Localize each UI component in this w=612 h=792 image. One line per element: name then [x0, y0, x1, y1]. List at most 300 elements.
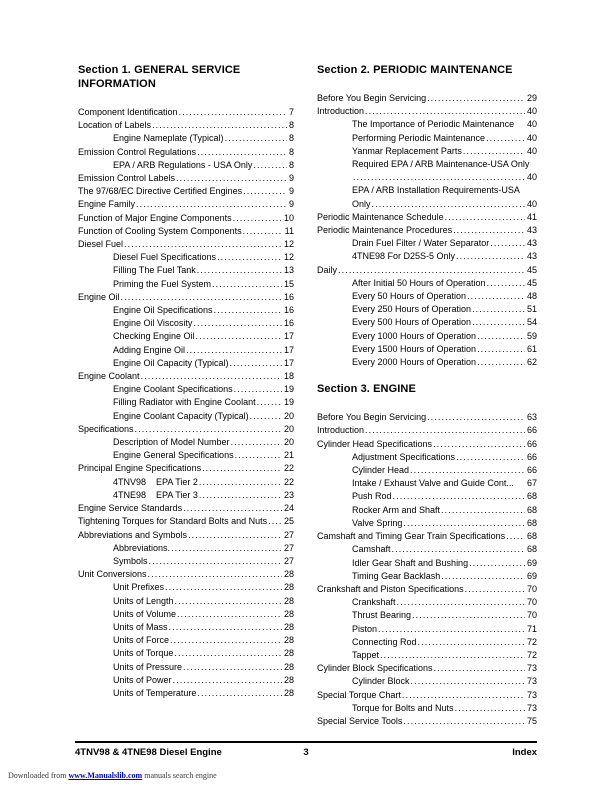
dot-leader — [441, 570, 525, 583]
toc-entry-page: 68 — [526, 491, 537, 502]
toc-entry — [78, 581, 294, 594]
dot-leader — [472, 316, 525, 329]
toc-entry — [78, 423, 294, 436]
toc-entry-page: 72 — [526, 636, 537, 647]
toc-entry-page: 28 — [283, 608, 294, 619]
toc-entry-title: Units of Mass — [113, 621, 168, 632]
dot-leader — [235, 449, 282, 462]
toc-entry-page: 71 — [526, 623, 537, 634]
toc-entry-title: Yanmar Replacement Parts — [352, 145, 462, 156]
dot-leader — [268, 515, 282, 528]
toc-entry — [78, 568, 294, 581]
toc-entry-page: 16 — [283, 291, 294, 302]
toc-entry-page: 19 — [283, 384, 294, 395]
toc-entry — [78, 278, 294, 291]
toc-entry-title: Engine Family — [78, 199, 136, 210]
dot-leader — [152, 119, 287, 132]
toc-section-block — [317, 63, 537, 369]
toc-entry-page: 27 — [283, 555, 294, 566]
toc-entry-page: 67 — [526, 478, 537, 489]
toc-entry-page: 73 — [526, 689, 537, 700]
toc-entry-page: 29 — [526, 93, 537, 103]
toc-entry-page: 66 — [526, 451, 537, 462]
toc-entry-page: 40 — [526, 172, 537, 183]
dot-leader — [456, 250, 525, 263]
toc-entry-title: Engine Coolant Specifications — [113, 384, 233, 395]
toc-column-left — [78, 63, 294, 728]
dot-leader — [214, 304, 282, 317]
toc-entry-page: 23 — [283, 489, 294, 500]
manualslib-link[interactable]: www.Manualslib.com — [68, 771, 143, 780]
toc-entry-title: Special Torque Chart — [317, 689, 401, 700]
toc-entry-title: Crankshaft and Piston Specifications — [317, 583, 464, 594]
toc-entry — [78, 410, 294, 423]
toc-entry-page: 17 — [283, 331, 294, 342]
dot-leader — [427, 92, 525, 105]
toc-entry-title: Every 500 Hours of Operation — [352, 317, 472, 328]
dot-leader — [234, 383, 282, 396]
toc-entry-title: Thrust Bearing — [352, 610, 412, 621]
dot-leader — [410, 464, 525, 477]
dot-leader — [196, 330, 282, 343]
toc-entry-title: Connecting Rod — [352, 636, 417, 647]
toc-content — [78, 63, 537, 728]
toc-entry — [317, 132, 537, 145]
dot-leader — [199, 489, 282, 502]
toc-entry — [78, 238, 294, 251]
toc-entry-title: 4TNE98 For D25S-5 Only — [352, 251, 456, 262]
toc-entry-title: Timing Gear Backlash — [352, 570, 441, 581]
toc-entry — [78, 674, 294, 687]
dot-leader — [183, 502, 282, 515]
toc-entry-page: 28 — [283, 687, 294, 698]
toc-entry — [317, 277, 537, 290]
toc-entry-page: 28 — [283, 595, 294, 606]
toc-entry-title: Engine Oil — [78, 291, 120, 302]
toc-entry-page: 13 — [283, 265, 294, 276]
dot-leader — [455, 702, 525, 715]
section-heading: Section 3. ENGINE — [317, 383, 416, 396]
toc-entry — [317, 171, 537, 184]
toc-entry-title: Cylinder Block Specifications — [317, 663, 433, 674]
toc-entry-title: The 97/68/EC Directive Certified Engines — [78, 186, 243, 197]
toc-entry-title: Introduction — [317, 425, 365, 436]
toc-entry-title: Tappet — [352, 649, 380, 660]
toc-entry — [317, 464, 537, 477]
toc-entry-title: Units of Force — [113, 635, 170, 646]
dot-leader — [171, 542, 282, 555]
toc-entry — [317, 689, 537, 702]
toc-entry — [317, 316, 537, 329]
toc-entry — [317, 715, 537, 728]
toc-entry — [317, 343, 537, 356]
toc-entry-page: 43 — [526, 251, 537, 262]
dot-leader — [243, 185, 287, 198]
page-footer — [75, 741, 537, 758]
toc-entry-page: 18 — [283, 371, 294, 382]
toc-entry — [317, 264, 537, 277]
toc-entry-title: Periodic Maintenance Procedures — [317, 225, 453, 236]
dot-leader — [411, 675, 525, 688]
toc-entry — [78, 489, 294, 502]
toc-entry — [78, 661, 294, 674]
toc-column-right — [317, 63, 537, 728]
toc-entry-page: 41 — [526, 211, 537, 222]
toc-entry-title: 4TNE98 EPA Tier 3 — [113, 489, 198, 500]
dot-leader — [135, 423, 282, 436]
dot-leader — [433, 438, 525, 451]
toc-entry-title: Filling The Fuel Tank — [113, 265, 196, 276]
dot-leader — [199, 476, 282, 489]
footer-page-number: 3 — [303, 747, 309, 758]
toc-entry-title: Symbols — [113, 555, 148, 566]
toc-entry-page: 40 — [526, 132, 537, 143]
dot-leader — [177, 608, 282, 621]
toc-entry — [317, 184, 537, 197]
toc-entry-title: Cylinder Head Specifications — [317, 438, 433, 449]
dot-leader — [418, 636, 525, 649]
toc-entry-title: Every 1000 Hours of Operation — [352, 330, 477, 341]
toc-entry-title: Piston — [352, 623, 378, 634]
toc-entry — [78, 542, 294, 555]
dot-leader — [412, 609, 525, 622]
toc-entry-page: 19 — [283, 397, 294, 408]
toc-entry-title: Torque for Bolts and Nuts — [352, 702, 454, 713]
toc-entry-page: 69 — [526, 557, 537, 568]
toc-entry — [78, 436, 294, 449]
dot-leader — [176, 172, 287, 185]
toc-entry-page: 17 — [283, 357, 294, 368]
dot-leader — [148, 568, 282, 581]
toc-entry — [78, 119, 294, 132]
toc-entry-page: 45 — [526, 264, 537, 275]
dot-leader — [338, 264, 525, 277]
toc-entry-title: Special Service Tools — [317, 715, 403, 726]
toc-entry-page: 21 — [283, 450, 294, 461]
dot-leader — [477, 356, 525, 369]
toc-entry — [317, 356, 537, 369]
toc-entry-page: 17 — [283, 344, 294, 355]
toc-entry — [317, 158, 537, 171]
toc-entry-title: Engine Oil Capacity (Typical) — [113, 357, 229, 368]
toc-entry-page: 12 — [283, 252, 294, 263]
dot-leader — [212, 278, 282, 291]
toc-entry — [317, 411, 537, 424]
toc-entry-title: Periodic Maintenance Schedule — [317, 211, 444, 222]
toc-entry-title: Unit Prefixes — [113, 582, 165, 593]
toc-entry-title: Idler Gear Shaft and Bushing — [352, 557, 469, 568]
dot-leader — [445, 211, 525, 224]
toc-entry-page: 27 — [283, 529, 294, 540]
toc-entry-title: Units of Torque — [113, 648, 174, 659]
toc-entry-title: Every 50 Hours of Operation — [352, 291, 467, 302]
dot-leader — [183, 661, 282, 674]
toc-entry — [317, 477, 537, 490]
section-heading: Section 2. PERIODIC MAINTENANCE — [317, 64, 513, 76]
dot-leader — [469, 557, 525, 570]
toc-entry-title: Units of Length — [113, 595, 174, 606]
toc-entry-page: 20 — [283, 410, 294, 421]
toc-entry — [78, 106, 294, 119]
toc-entry — [78, 595, 294, 608]
toc-entry — [317, 557, 537, 570]
watermark-prefix: Downloaded from — [8, 771, 69, 780]
toc-entry-page: 66 — [526, 465, 537, 476]
toc-entry-title: Specifications — [78, 423, 134, 434]
toc-entry — [78, 370, 294, 383]
toc-entry — [317, 303, 537, 316]
toc-entry — [317, 570, 537, 583]
toc-entry-title: Function of Major Engine Components — [78, 212, 232, 223]
toc-entry-page: 15 — [283, 278, 294, 289]
dot-leader — [365, 424, 525, 437]
toc-entry-title: Engine Nameplate (Typical) — [113, 133, 224, 144]
toc-entry-title: Cylinder Block — [352, 676, 410, 687]
toc-entry — [78, 529, 294, 542]
toc-entry-page: 28 — [283, 582, 294, 593]
toc-entry — [78, 502, 294, 515]
toc-entry — [78, 212, 294, 225]
toc-entry-title: Camshaft and Timing Gear Train Specifications — [317, 531, 506, 542]
dot-leader — [124, 238, 282, 251]
dot-leader — [472, 303, 525, 316]
toc-entry — [317, 118, 537, 131]
toc-entry — [78, 344, 294, 357]
toc-entry-title: The Importance of Periodic Maintenance — [352, 119, 515, 130]
toc-entry-title: Before You Begin Servicing — [317, 412, 427, 423]
toc-entry-page: 28 — [283, 674, 294, 685]
toc-entry — [317, 596, 537, 609]
toc-entry — [78, 330, 294, 343]
dot-leader — [393, 490, 525, 503]
toc-entry-page: 66 — [526, 425, 537, 436]
toc-entry — [78, 396, 294, 409]
toc-entry-title: Units of Temperature — [113, 687, 197, 698]
toc-entry — [317, 543, 537, 556]
toc-entry-title: Tightening Torques for Standard Bolts and Nuts — [78, 516, 268, 527]
toc-entry-title: Introduction — [317, 106, 365, 117]
toc-entry — [317, 105, 537, 118]
toc-entry-title: Intake / Exhaust Valve and Guide Cont... — [352, 478, 514, 489]
toc-entry-page: 27 — [283, 542, 294, 553]
dot-leader — [441, 504, 525, 517]
dot-leader — [477, 330, 525, 343]
toc-entry-page: 28 — [283, 648, 294, 659]
toc-entry — [78, 383, 294, 396]
toc-entry-title: Component Identification — [78, 107, 178, 117]
toc-entry — [317, 290, 537, 303]
toc-entry-page: 63 — [526, 412, 537, 423]
toc-entry-title: Unit Conversions — [78, 569, 147, 580]
toc-entry-title: After Initial 50 Hours of Operation — [352, 277, 486, 288]
dot-leader — [174, 647, 282, 660]
toc-section-block — [78, 63, 294, 700]
toc-entry-page: 7 — [288, 107, 294, 117]
toc-entry — [317, 662, 537, 675]
toc-entry-title: Daily — [317, 264, 338, 275]
toc-entry — [78, 185, 294, 198]
dot-leader — [173, 674, 282, 687]
toc-entry-page: 25 — [283, 516, 294, 527]
dot-leader — [427, 411, 525, 424]
toc-entry-page: 9 — [288, 173, 294, 184]
toc-entry-title: Emission Control Labels — [78, 173, 176, 184]
toc-entry — [78, 634, 294, 647]
toc-entry — [78, 317, 294, 330]
toc-entry-title: Function of Cooling System Components — [78, 225, 242, 236]
toc-entry-title: Every 2000 Hours of Operation — [352, 357, 477, 368]
toc-entry-page: 43 — [526, 238, 537, 249]
dot-leader — [217, 251, 282, 264]
dot-leader — [403, 517, 525, 530]
toc-entry-page: 62 — [526, 357, 537, 368]
toc-entry-page: 48 — [526, 291, 537, 302]
dot-leader — [169, 621, 282, 634]
toc-entry-page: 9 — [288, 186, 294, 197]
toc-entry — [317, 424, 537, 437]
toc-entry-title: EPA / ARB Regulations - USA Only — [113, 159, 253, 170]
toc-entry-title: Camshaft — [352, 544, 391, 555]
dot-leader — [365, 105, 525, 118]
toc-entry-page: 22 — [283, 463, 294, 474]
dot-leader — [392, 543, 525, 556]
toc-entry-page: 66 — [526, 438, 537, 449]
toc-entry-title: Engine Oil Viscosity — [113, 318, 193, 329]
toc-entry-title: Units of Power — [113, 674, 172, 685]
dot-leader — [225, 132, 287, 145]
toc-entry-page: 8 — [288, 146, 294, 157]
toc-entry-page: 54 — [526, 317, 537, 328]
toc-entry-page: 45 — [526, 277, 537, 288]
footer-document-title: 4TNV98 & 4TNE98 Diesel Engine — [75, 747, 222, 758]
toc-entry-page: 12 — [283, 239, 294, 250]
toc-entry — [317, 198, 537, 211]
toc-entry-page: 8 — [288, 120, 294, 131]
dot-leader — [202, 462, 282, 475]
toc-entry — [317, 145, 537, 158]
toc-entry-title: 4TNV98 EPA Tier 2 — [113, 476, 198, 487]
footer-index-label: Index — [512, 747, 538, 758]
toc-entry — [317, 250, 537, 263]
toc-entry-page: 8 — [288, 159, 294, 170]
dot-leader — [506, 530, 525, 543]
toc-entry — [78, 251, 294, 264]
dot-leader — [136, 198, 287, 211]
toc-entry — [78, 687, 294, 700]
toc-entry-title: Before You Begin Servicing — [317, 93, 427, 103]
toc-entry-page: 69 — [526, 570, 537, 581]
toc-entry-title: Engine Coolant — [78, 371, 140, 382]
dot-leader — [477, 343, 525, 356]
dot-leader — [253, 159, 287, 172]
toc-entry-title: Every 1500 Hours of Operation — [352, 343, 477, 354]
toc-entry-list — [78, 106, 294, 700]
toc-entry-page: 73 — [526, 676, 537, 687]
toc-entry-title: Only — [352, 198, 371, 209]
dot-leader — [402, 689, 525, 702]
toc-entry-title: Emission Control Regulations — [78, 146, 197, 157]
toc-entry — [317, 609, 537, 622]
toc-entry — [78, 357, 294, 370]
toc-entry — [317, 438, 537, 451]
toc-entry-title: Units of Volume — [113, 608, 177, 619]
dot-leader — [179, 106, 287, 119]
toc-entry — [78, 291, 294, 304]
toc-entry-page: 70 — [526, 597, 537, 608]
dot-leader — [149, 555, 282, 568]
watermark-suffix: manuals search engine — [142, 771, 217, 780]
toc-entry-title: Filling Radiator with Engine Coolant — [113, 397, 256, 408]
dot-leader — [193, 317, 282, 330]
toc-entry-page: 70 — [526, 610, 537, 621]
toc-entry-page: 68 — [526, 544, 537, 555]
toc-entry-page: 40 — [526, 119, 537, 130]
dot-leader — [197, 146, 287, 159]
dot-leader — [372, 198, 525, 211]
toc-entry-page: 16 — [283, 318, 294, 329]
toc-entry-title: Adding Engine Oil — [113, 344, 186, 355]
toc-entry-title: Priming the Fuel System — [113, 278, 212, 289]
toc-entry-page: 20 — [283, 423, 294, 434]
toc-entry — [317, 224, 537, 237]
toc-entry-page: 68 — [526, 531, 537, 542]
toc-entry — [78, 476, 294, 489]
toc-entry — [78, 198, 294, 211]
toc-entry — [317, 623, 537, 636]
toc-entry-page: 61 — [526, 343, 537, 354]
toc-entry-title: Diesel Fuel Specifications — [113, 252, 217, 263]
toc-entry-page: 16 — [283, 305, 294, 316]
dot-leader — [197, 687, 282, 700]
toc-entry — [78, 225, 294, 238]
dot-leader — [175, 595, 282, 608]
toc-entry-title: Engine Oil Specifications — [113, 305, 213, 316]
toc-entry — [78, 304, 294, 317]
toc-entry — [317, 330, 537, 343]
toc-entry-title: Push Rod — [352, 491, 392, 502]
toc-entry — [78, 462, 294, 475]
dot-leader — [188, 529, 282, 542]
toc-entry-title: Cylinder Head — [352, 465, 410, 476]
dot-leader — [465, 583, 525, 596]
toc-entry-page: 59 — [526, 330, 537, 341]
toc-entry-title: Every 250 Hours of Operation — [352, 304, 472, 315]
dot-leader — [121, 291, 282, 304]
toc-entry-page: 73 — [526, 702, 537, 713]
toc-entry — [78, 264, 294, 277]
toc-entry — [78, 449, 294, 462]
toc-entry-page: 68 — [526, 504, 537, 515]
toc-entry-title: Location of Labels — [78, 120, 152, 131]
toc-entry — [317, 451, 537, 464]
toc-entry-title: Adjustment Specifications — [352, 451, 456, 462]
toc-entry-page: 40 — [526, 106, 537, 117]
toc-entry — [78, 608, 294, 621]
toc-entry-page: 40 — [526, 145, 537, 156]
dot-leader — [434, 662, 525, 675]
toc-entry — [317, 530, 537, 543]
toc-entry — [78, 515, 294, 528]
toc-entry-title: Checking Engine Oil — [113, 331, 195, 342]
toc-entry-page: 40 — [526, 198, 537, 209]
dot-leader — [380, 649, 525, 662]
dot-leader — [257, 396, 282, 409]
dot-leader — [186, 344, 282, 357]
toc-entry-page: 24 — [283, 503, 294, 514]
toc-entry-page: 8 — [288, 133, 294, 144]
toc-entry-page: 11 — [284, 225, 294, 236]
toc-entry — [317, 490, 537, 503]
